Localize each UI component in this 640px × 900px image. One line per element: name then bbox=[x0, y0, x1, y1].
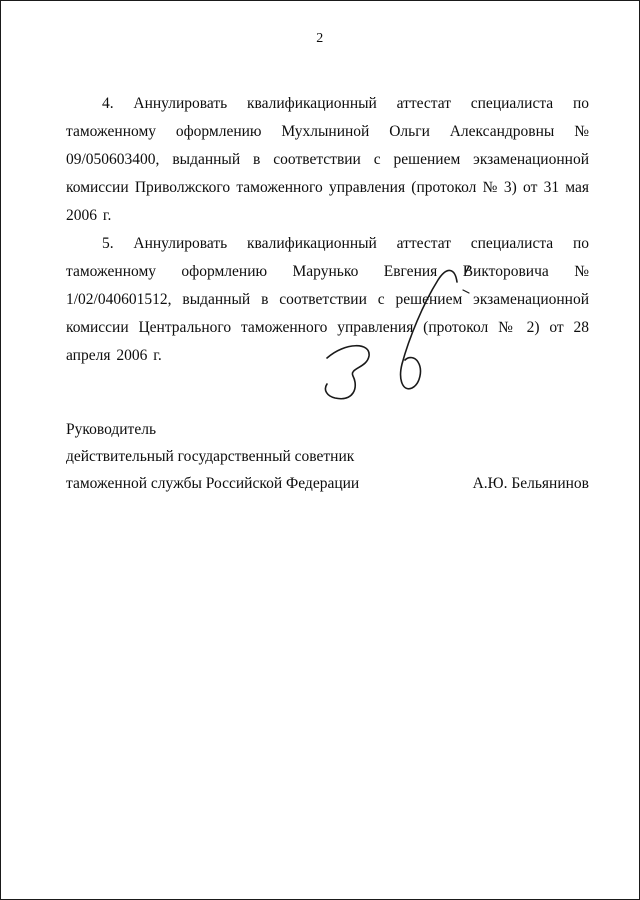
page-number: 2 bbox=[316, 31, 324, 46]
paragraph-item-4: 4. Аннулировать квалификационный аттестат специалиста по таможенному оформлению Мухлыниной Ольги Александровны № 09/050603400, выданный в соответствии с решением экзаменационной комиссии Приволжского таможенного управления (протокол № 3) от 31 мая 2006 г. bbox=[66, 95, 589, 224]
paragraph-item-5: 5. Аннулировать квалификационный аттестат специалиста по таможенному оформлению Марунько Евгения Викторовича № 1/02/040601512, выданный в соответствии с решением экзаменационной комиссии Центрального таможенного управления (протокол № 2) от 28 апреля 2006 г. bbox=[66, 235, 589, 364]
signatory-name: А.Ю. Бельянинов bbox=[472, 475, 589, 492]
signatory-title-line-3: таможенной службы Российской Федерации bbox=[66, 475, 360, 492]
signatory-title-line-2: действительный государственный советник bbox=[66, 448, 355, 465]
signatory-title-line-1: Руководитель bbox=[66, 421, 157, 438]
document-body bbox=[1, 47, 639, 370]
signature-block bbox=[1, 370, 639, 497]
